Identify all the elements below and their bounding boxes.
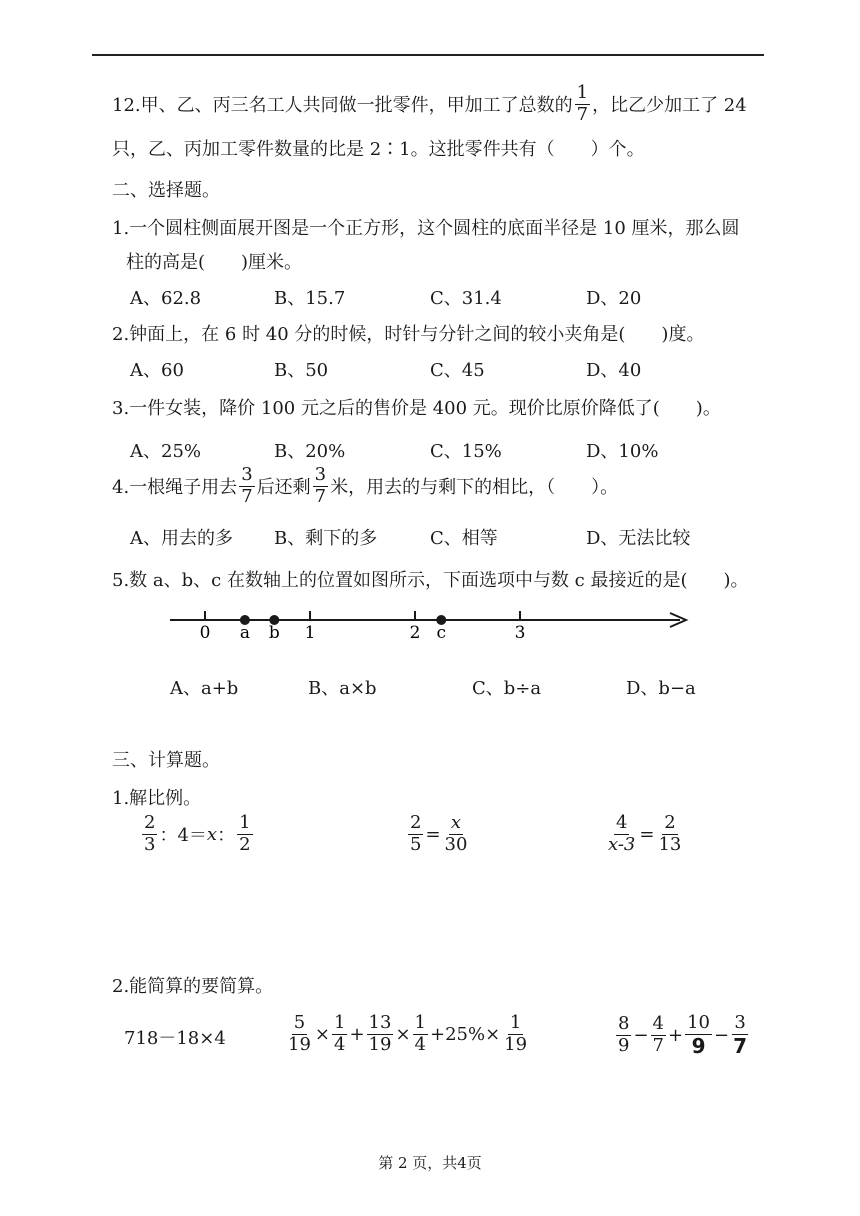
number-line-tick-label: 3 <box>514 623 526 643</box>
expr2-f2: $\frac{1}{4}$ <box>334 1012 346 1055</box>
mc2-option-b[interactable]: B、50 <box>274 360 329 381</box>
mc4-option-d[interactable]: D、无法比较 <box>586 528 691 549</box>
expr3-op1: − <box>633 1024 649 1046</box>
mc3-question: 3.一件女装，降价 100 元之后的售价是 400 元。现价比原价降低了( )。 <box>112 398 721 419</box>
number-line-point-label: a <box>239 623 250 643</box>
expr3-f4: $\frac{3}{7}$ <box>733 1012 748 1058</box>
mc3-option-d[interactable]: D、10% <box>586 441 659 462</box>
mc5-option-a[interactable]: A、a+b <box>170 678 239 699</box>
mc2-option-c[interactable]: C、45 <box>430 360 485 381</box>
proportion-eq2 <box>406 814 471 855</box>
expr2-op3: × <box>395 1023 411 1045</box>
eq1-variable: x <box>206 823 218 845</box>
section2-title: 二、选择题。 <box>112 180 220 201</box>
section3-title: 三、计算题。 <box>112 750 220 771</box>
mc5-question: 5.数 a、b、c 在数轴上的位置如图所示，下面选项中与数 c 最接近的是( )。 <box>112 570 749 591</box>
mc3-option-b[interactable]: B、20% <box>274 441 346 462</box>
expr3-f1: $\frac{8}{9}$ <box>618 1013 630 1056</box>
mc4-fraction-left: $\frac{3}{7}$ <box>314 464 327 507</box>
eq1-fraction1: $\frac{2}{3}$ <box>144 812 156 855</box>
expr2-op2: + <box>349 1023 365 1045</box>
calc2-title: 2.能简算的要简算。 <box>112 976 274 997</box>
mc1-option-c[interactable]: C、31.4 <box>430 288 502 309</box>
eq2-equals: = <box>425 823 441 845</box>
mc2-option-d[interactable]: D、40 <box>586 360 642 381</box>
number-line-point-label: b <box>268 623 280 643</box>
mc5-option-b[interactable]: B、a×b <box>308 678 377 699</box>
calc2-expr3 <box>614 1014 751 1057</box>
q12-line2: 只，乙、丙加工零件数量的比是 2∶1。这批零件共有（ ）个。 <box>112 139 645 160</box>
number-line-tick-label: 1 <box>304 623 316 643</box>
calc1-title: 1.解比例。 <box>112 788 202 809</box>
number-line-point-label: c <box>436 623 447 643</box>
q12-line1 <box>112 84 747 125</box>
eq2-fraction2: $\frac{x}{30}$ <box>444 812 468 855</box>
eq1-fraction2: $\frac{1}{2}$ <box>239 812 251 855</box>
number-line-tick-label: 0 <box>199 623 211 643</box>
q12-text-part2: ，比乙少加工了 24 <box>592 95 747 117</box>
mc2-option-a[interactable]: A、60 <box>130 360 184 381</box>
mc4-option-c[interactable]: C、相等 <box>430 528 498 549</box>
mc4-question <box>112 466 618 507</box>
number-line <box>0 600 860 660</box>
mc3-option-a[interactable]: A、25% <box>130 441 202 462</box>
mc5-option-d[interactable]: D、b−a <box>626 678 696 699</box>
q12-fraction: $\frac{1}{7}$ <box>576 82 589 125</box>
eq3-equals: = <box>639 823 655 845</box>
mc1-option-a[interactable]: A、62.8 <box>130 288 202 309</box>
mc1-line2: 柱的高是( )厘米。 <box>126 252 303 273</box>
expr2-f3: $\frac{13}{19}$ <box>368 1012 392 1055</box>
top-rule <box>92 54 764 56</box>
mc4-text-part3: 米，用去的与剩下的相比，（ ）。 <box>330 477 619 499</box>
proportion-eq3 <box>604 814 685 855</box>
mc1-option-d[interactable]: D、20 <box>586 288 642 309</box>
eq2-fraction1: $\frac{2}{5}$ <box>410 812 422 855</box>
eq3-fraction2: $\frac{2}{13}$ <box>658 812 682 855</box>
q12-text-part1: 12.甲、乙、丙三名工人共同做一批零件，甲加工了总数的 <box>112 95 573 117</box>
expr3-op3: − <box>714 1024 730 1046</box>
mc4-fraction-used: $\frac{3}{7}$ <box>241 464 253 507</box>
mc5-option-c[interactable]: C、b÷a <box>472 678 542 699</box>
expr2-f5: $\frac{1}{19}$ <box>504 1012 528 1055</box>
mc4-text-part1: 4.一根绳子用去 <box>112 477 238 499</box>
mc2-question: 2.钟面上，在 6 时 40 分的时候，时针与分针之间的较小夹角是( )度。 <box>112 324 705 345</box>
proportion-eq1 <box>140 814 255 855</box>
expr2-f1: $\frac{5}{19}$ <box>288 1012 311 1055</box>
expr2-op4: +25%× <box>430 1023 501 1045</box>
expr3-f2: $\frac{4}{7}$ <box>652 1013 664 1056</box>
mc1-line1: 1.一个圆柱侧面展开图是一个正方形，这个圆柱的底面半径是 10 厘米，那么圆 <box>112 218 740 239</box>
mc4-option-b[interactable]: B、剩下的多 <box>274 528 378 549</box>
eq3-fraction1: $\frac{4}{x-3}$ <box>608 812 636 855</box>
mc4-text-part2: 后还剩 <box>256 477 311 499</box>
number-line-tick-label: 2 <box>409 623 421 643</box>
eq1-colon: ： <box>217 825 236 847</box>
eq1-middle: ：4＝ <box>159 825 207 847</box>
calc2-expr2 <box>284 1014 531 1055</box>
page-footer: 第 2 页，共4页 <box>378 1154 482 1172</box>
expr3-f3: $\frac{10}{9}$ <box>687 1012 710 1058</box>
calc2-expr1: 718－18×4 <box>124 1028 226 1049</box>
expr3-op2: + <box>668 1024 684 1046</box>
expr2-op1: × <box>314 1023 330 1045</box>
mc1-option-b[interactable]: B、15.7 <box>274 288 346 309</box>
mc4-option-a[interactable]: A、用去的多 <box>130 528 233 549</box>
expr2-f4: $\frac{1}{4}$ <box>414 1012 426 1055</box>
mc3-option-c[interactable]: C、15% <box>430 441 502 462</box>
